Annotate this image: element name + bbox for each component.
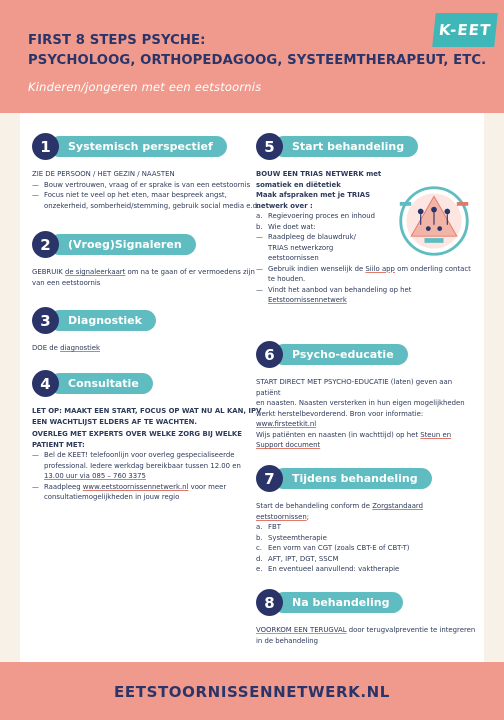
netwerk-link[interactable]: Eetstoornissennetwerk bbox=[268, 296, 347, 304]
k-eet-logo: K-EET bbox=[432, 13, 498, 47]
warning-line: LET OP: MAAKT EEN START, FOCUS OP WAT NU AL KAN, IPV bbox=[32, 407, 262, 415]
bullet: — Raadpleeg www.eetstoornissennetwerk.nl voor meer consultatiemogelijkheden in jouw regio bbox=[32, 482, 272, 503]
zorgstandaard-link[interactable]: Zorgstandaard eetstoornissen bbox=[256, 502, 424, 521]
terugval-link[interactable]: VOORKOM EEN TERUGVAL bbox=[256, 626, 347, 634]
section-text: somatiek en diëtetiek bbox=[256, 180, 341, 189]
list-item: e. En eventueel aanvullend: vaktherapie bbox=[256, 565, 400, 573]
diagnostiek-link[interactable]: diagnostiek bbox=[60, 344, 100, 352]
list-item: b. Wie doet wat: bbox=[256, 222, 316, 231]
section-text: netwerk over : bbox=[256, 201, 313, 210]
footer bbox=[0, 662, 504, 720]
section-text: VOORKOM EEN TERUGVAL door terugvalpreventie te integreren bbox=[256, 626, 476, 634]
section-intro: ZIE DE PERSOON / HET GEZIN / NAASTEN bbox=[32, 170, 175, 178]
section-diagnostiek bbox=[32, 307, 272, 354]
trias-network-icon bbox=[396, 183, 472, 259]
header bbox=[0, 0, 504, 113]
step-number: 3 bbox=[32, 307, 59, 334]
warning-line: EEN WACHTLIJST ELDERS AF TE WACHTEN. bbox=[32, 417, 197, 426]
section-title: Consultatie bbox=[49, 373, 153, 394]
section-text: Start de behandeling conform de Zorgstandaard eetstoornissen; bbox=[256, 502, 424, 521]
section-tijdens-behandeling bbox=[256, 465, 478, 575]
list-item: d. AFT, IPT, DGT, SSCM bbox=[256, 554, 339, 563]
section-title: (Vroeg)Signaleren bbox=[49, 234, 196, 255]
signaleerkaart-link[interactable]: de signaleerkaart bbox=[65, 268, 126, 276]
section-text: en naasten. Naasten versterken in hun eigen mogelijkheden bbox=[256, 399, 465, 407]
step-number: 4 bbox=[32, 370, 59, 397]
section-psycho-educatie bbox=[256, 341, 478, 451]
section-title: Start behandeling bbox=[273, 136, 418, 157]
list-item: b. Systeemtherapie bbox=[256, 533, 327, 542]
section-title: Diagnostiek bbox=[49, 310, 156, 331]
eetstoornissennetwerk-link[interactable]: www.eetstoornissennetwerk.nl bbox=[82, 482, 189, 491]
section-text: GEBRUIK de signaleerkaart om na te gaan of er vermoedens zijn bbox=[32, 268, 255, 276]
section-text: Maak afspraken met je TRIAS bbox=[256, 191, 371, 199]
overleg-line: PATIENT MET: bbox=[32, 440, 85, 449]
step-number: 8 bbox=[256, 589, 283, 616]
section-text: in de behandeling bbox=[256, 636, 319, 645]
section-text: START DIRECT MET PSYCHO-EDUCATIE (laten) geven aan patiënt bbox=[256, 378, 453, 397]
step-number: 1 bbox=[32, 133, 59, 160]
page-subtitle: Kinderen/jongeren met een eetstoornis bbox=[28, 80, 262, 94]
step-number: 5 bbox=[256, 133, 283, 160]
list-item: a. Regievoering proces en inhoud bbox=[256, 212, 375, 220]
bullet: — Raadpleeg de blauwdruk/ TRIAS netwerkzorg eetstoornissen bbox=[256, 232, 478, 264]
firsteetkit-link[interactable]: www.firsteetkit.nl bbox=[256, 420, 317, 428]
section-title: Systemisch perspectief bbox=[49, 136, 227, 157]
list-item: a. FBT bbox=[256, 523, 281, 531]
step-number: 7 bbox=[256, 465, 283, 492]
bullet: — Vindt het aanbod van behandeling op het Eetstoornissennetwerk bbox=[256, 285, 478, 306]
section-text-cont: van een eetstoornis bbox=[32, 278, 101, 287]
steun-support-link[interactable]: Steun en bbox=[420, 430, 452, 439]
section-na-behandeling bbox=[256, 589, 478, 646]
step-number: 6 bbox=[256, 341, 283, 368]
section-title: Na behandeling bbox=[273, 592, 403, 613]
step-number: 2 bbox=[32, 231, 59, 258]
page-title-line1: FIRST 8 STEPS PSYCHE: bbox=[28, 33, 206, 48]
section-text: Wijs patiënten en naasten (in wachttijd) op het Steun en bbox=[256, 430, 452, 439]
bullet: — Bouw vertrouwen, vraag of er sprake is van een eetstoornis bbox=[32, 180, 272, 191]
bullet: — Bel de KEET! telefoonlijn voor overleg gespecialiseerde professional. Iedere werkdag bereikbaar tussen 12.00 en 13.00 uur via 085 – 760 3375 bbox=[32, 450, 272, 482]
steun-support-link-cont[interactable]: Support document bbox=[256, 441, 321, 449]
bullet: — Gebruik indien wenselijk de Siilo app om onderling contact te houden. bbox=[256, 264, 478, 285]
section-start-behandeling bbox=[256, 133, 478, 306]
overleg-line: OVERLEG MET EXPERTS OVER WELKE ZORG BIJ WELKE bbox=[32, 430, 242, 438]
section-text: werkt herstelbevorderend. Bron voor informatie: bbox=[256, 409, 424, 418]
section-title: Tijdens behandeling bbox=[273, 468, 432, 489]
section-text: DOE de diagnostiek bbox=[32, 344, 100, 352]
siilo-app-link[interactable]: Siilo app bbox=[365, 264, 395, 273]
bullet: — Focus niet te veel op het eten, maar bespreek angst, onzekerheid, somberheid/stemming, gebruik social media e.d. bbox=[32, 190, 272, 211]
footer-link[interactable]: EETSTOORNISSENNETWERK.NL bbox=[114, 683, 390, 701]
section-vroegsignaleren bbox=[32, 231, 272, 288]
list-item: c. Een vorm van CGT (zoals CBT-E of CBT-T) bbox=[256, 544, 410, 552]
section-title: Psycho-educatie bbox=[273, 344, 408, 365]
page-title-line2: PSYCHOLOOG, ORTHOPEDAGOOG, SYSTEEMTHERAPEUT, ETC. bbox=[28, 53, 487, 68]
section-text: BOUW EEN TRIAS NETWERK met bbox=[256, 170, 382, 178]
section-systemisch-perspectief bbox=[32, 133, 260, 211]
content-card bbox=[20, 113, 484, 662]
section-consultatie bbox=[32, 370, 272, 503]
